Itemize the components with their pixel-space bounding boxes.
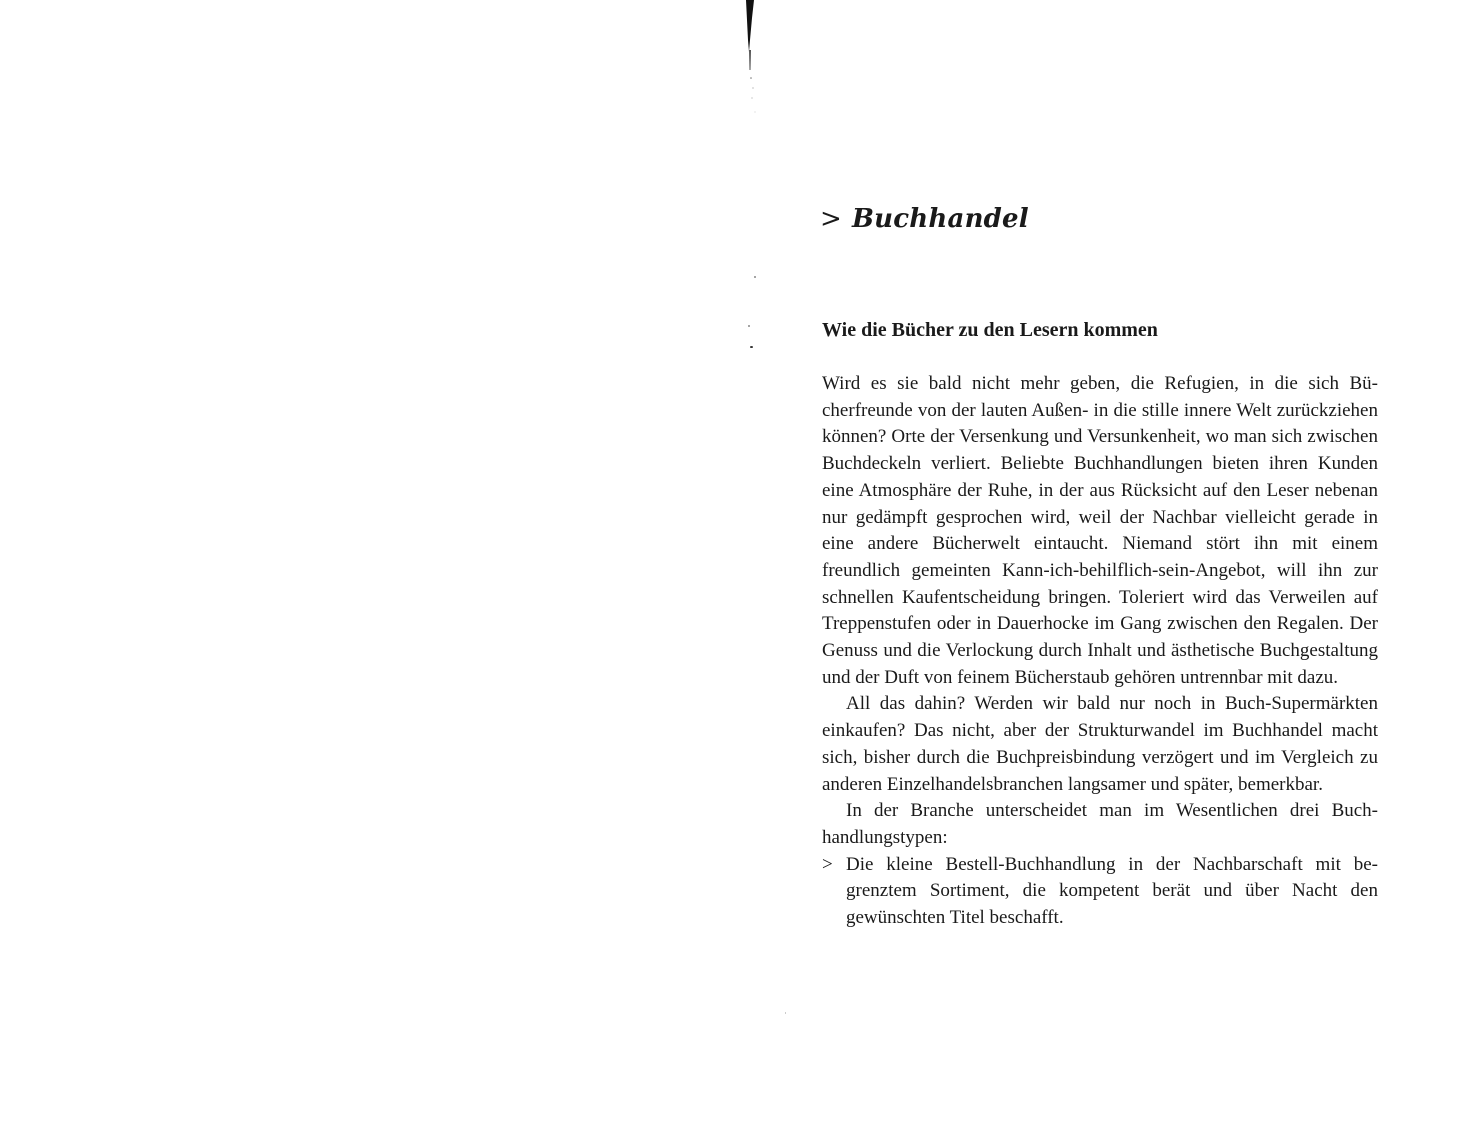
scan-speck — [754, 276, 756, 278]
paragraph: Wird es sie bald nicht mehr geben, die Refugien, in die sich Bücherfreunde von der lauten Außen- in die stille innere Welt zurückziehen können? Orte der Versenkung und Versunkenheit, wo man sich zwischen Buchdeckeln verliert. Beliebte Buchhandlungen bieten ihren Kunden eine Atmosphäre der Ruhe, in der aus Rücksicht auf den Leser nebenan nur gedämpft gesprochen wird, weil der Nachbar vielleicht gerade in eine andere Bücherwelt eintaucht. Niemand stört ihn mit einem freundlich gemeinten Kann-ich-behilflich-sein-Angebot, will ihn zur schnellen Kaufentscheidung bringen. Toleriert wird das Verweilen auf Treppenstufen oder in Dauerhocke im Gang zwischen den Regalen. Der Genuss und die Verlockung durch Inhalt und ästhetische Buchgestaltung und der Duft von feinem Bücherstaub gehören untrennbar mit dazu. — [822, 373, 1378, 688]
chapter-marker: > — [820, 204, 842, 234]
section-heading: Wie die Bücher zu den Lesern kommen — [822, 319, 1158, 341]
scan-gutter-smudge — [740, 0, 762, 130]
scan-speck — [785, 1012, 786, 1014]
paragraph: In der Branche unterscheidet man im Wesentlichen drei Buchhandlungstypen: — [822, 800, 1378, 848]
list-item — [822, 852, 1378, 932]
scan-speck — [748, 325, 750, 327]
list-item-marker: > — [822, 853, 833, 875]
gutter-smudge-graphic — [740, 0, 762, 130]
chapter-title-text: Buchhandel — [852, 204, 1029, 234]
body-text — [822, 371, 1378, 932]
right-page — [822, 0, 1378, 1126]
chapter-title — [820, 204, 1029, 234]
list-item-text: Die kleine Bestell-Buchhandlung in der Nachbarschaft mit begrenztem Sortiment, die kompetent berät und über Nacht den gewünschten Titel beschafft. — [846, 853, 1378, 929]
paragraph: All das dahin? Werden wir bald nur noch in Buch-Supermärkten einkaufen? Das nicht, aber der Strukturwandel im Buchhandel macht sich, bisher durch die Buchpreisbindung verzögert und im Vergleich zu anderen Einzelhandelsbranchen langsamer und später, bemerkbar. — [822, 693, 1378, 795]
scan-speck — [750, 346, 753, 348]
